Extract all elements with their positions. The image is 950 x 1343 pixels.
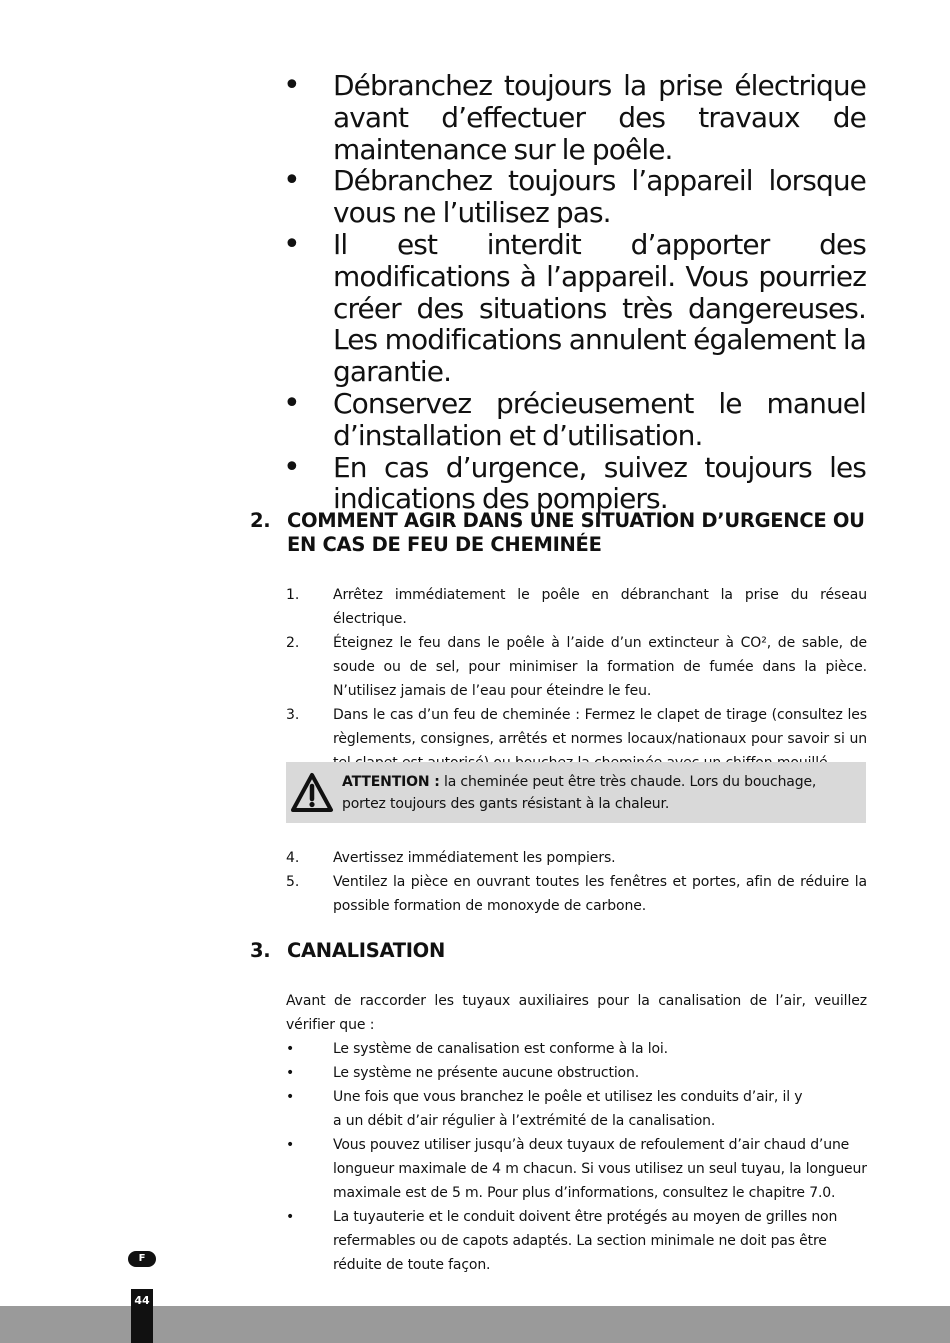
bullet-icon: • bbox=[286, 1137, 295, 1153]
canalisation-checklist bbox=[286, 1037, 867, 1277]
bullet-icon: • bbox=[286, 1065, 295, 1081]
bullet-text: Une fois que vous branchez le poêle et utilisez les conduits d’air, il y a un débit d’air régulier à l’extrémité de la canalisation. bbox=[333, 1089, 803, 1129]
list-item bbox=[286, 1037, 867, 1061]
step-number: 2. bbox=[286, 635, 300, 651]
bullet-icon: • bbox=[286, 1209, 295, 1225]
bullet-icon: • bbox=[283, 385, 301, 421]
attention-message: la cheminée peut être très chaude. Lors du bouchage, portez toujours des gants résistant à la chaleur. bbox=[342, 774, 817, 812]
list-item bbox=[283, 226, 866, 389]
bullet-icon: • bbox=[286, 1089, 295, 1105]
safety-bullet-list bbox=[283, 70, 866, 515]
list-item bbox=[283, 385, 866, 452]
attention-box bbox=[286, 762, 866, 823]
section-title: COMMENT AGIR DANS UNE SITUATION D’URGENCE OU EN CAS DE FEU DE CHEMINÉE bbox=[287, 509, 865, 556]
bullet-text: En cas d’urgence, suivez toujours les indications des pompiers. bbox=[333, 450, 866, 516]
bullet-text: La tuyauterie et le conduit doivent être protégés au moyen de grilles non refermables ou de capots adaptés. La section minimale ne doit pas être réduite de toute façon. bbox=[333, 1209, 838, 1273]
emergency-steps-list bbox=[286, 583, 867, 775]
warning-triangle-icon bbox=[290, 772, 334, 814]
bullet-text: Le système de canalisation est conforme à la loi. bbox=[333, 1041, 668, 1057]
section-number: 2. bbox=[250, 509, 271, 532]
list-item bbox=[286, 1205, 867, 1277]
step-text: Dans le cas d’un feu de cheminée : Fermez le clapet de tirage (consultez les règlements, consignes, arrêtés et normes locaux/nationaux pour savoir si un bbox=[333, 707, 867, 747]
step-number: 3. bbox=[286, 707, 300, 723]
attention-label: ATTENTION : bbox=[342, 774, 440, 790]
list-item bbox=[283, 449, 866, 516]
list-item bbox=[286, 1133, 867, 1205]
bullet-text: Conservez précieusement le manuel d’installation et d’utilisation. bbox=[333, 386, 866, 452]
list-item bbox=[286, 1085, 867, 1133]
section-3-intro: Avant de raccorder les tuyaux auxiliaires pour la canalisation de l’air, veuillez vérifier que : bbox=[286, 993, 867, 1033]
list-item bbox=[286, 1061, 867, 1085]
bullet-icon: • bbox=[283, 163, 301, 199]
list-item bbox=[286, 631, 867, 703]
emergency-steps-list-continued bbox=[286, 846, 867, 918]
bullet-text: Débranchez toujours l’appareil lorsque vous ne l’utilisez pas. bbox=[333, 164, 866, 230]
step-number: 4. bbox=[286, 850, 300, 866]
bullet-text: Le système ne présente aucune obstruction. bbox=[333, 1065, 640, 1081]
bullet-icon: • bbox=[283, 449, 301, 485]
step-text: Arrêtez immédiatement le poêle en débranchant la prise du réseau électrique. bbox=[333, 587, 867, 627]
list-item bbox=[283, 165, 866, 229]
language-badge: F bbox=[128, 1251, 156, 1267]
list-item bbox=[283, 70, 866, 165]
bullet-text: Il est interdit d’apporter des modifications à l’appareil. Vous pourriez créer des situations très dangereuses. Les modifications annulent également la garantie. bbox=[333, 227, 866, 389]
step-number: 5. bbox=[286, 874, 300, 890]
step-text: Avertissez immédiatement les pompiers. bbox=[333, 850, 616, 866]
section-number: 3. bbox=[250, 939, 271, 962]
bullet-icon: • bbox=[283, 226, 301, 262]
step-text: Ventilez la pièce en ouvrant toutes les fenêtres et portes, afin de réduire la possible formation de monoxyde de carbone. bbox=[333, 874, 867, 914]
bullet-text: Vous pouvez utiliser jusqu’à deux tuyaux de refoulement d’air chaud d’une longueur maximale de 4 m chacun. Si vous utilisez un seul tuyau, la longueur maximale est de 5 m. Pour plus d’informations, consultez le chapitre 7.0. bbox=[333, 1137, 867, 1201]
attention-text bbox=[342, 771, 858, 815]
section-3-heading bbox=[250, 939, 870, 963]
list-item bbox=[286, 583, 867, 631]
bullet-icon: • bbox=[283, 68, 301, 103]
section-2-heading bbox=[250, 509, 870, 557]
list-item bbox=[286, 870, 867, 918]
bullet-icon: • bbox=[286, 1041, 295, 1057]
step-text: Éteignez le feu dans le poêle à l’aide d’un extincteur à CO², de sable, de soude ou de sel, pour minimiser la formation de fumée dans la pièce. N’utilisez jamais de l’eau pour éteindre le feu. bbox=[333, 635, 867, 699]
bullet-text: Débranchez toujours la prise électrique avant d’effectuer des travaux de maintenance sur le poêle. bbox=[333, 69, 866, 166]
step-number: 1. bbox=[286, 587, 300, 603]
page-number: 44 bbox=[131, 1289, 153, 1343]
list-item bbox=[286, 846, 867, 870]
section-title: CANALISATION bbox=[287, 939, 445, 962]
